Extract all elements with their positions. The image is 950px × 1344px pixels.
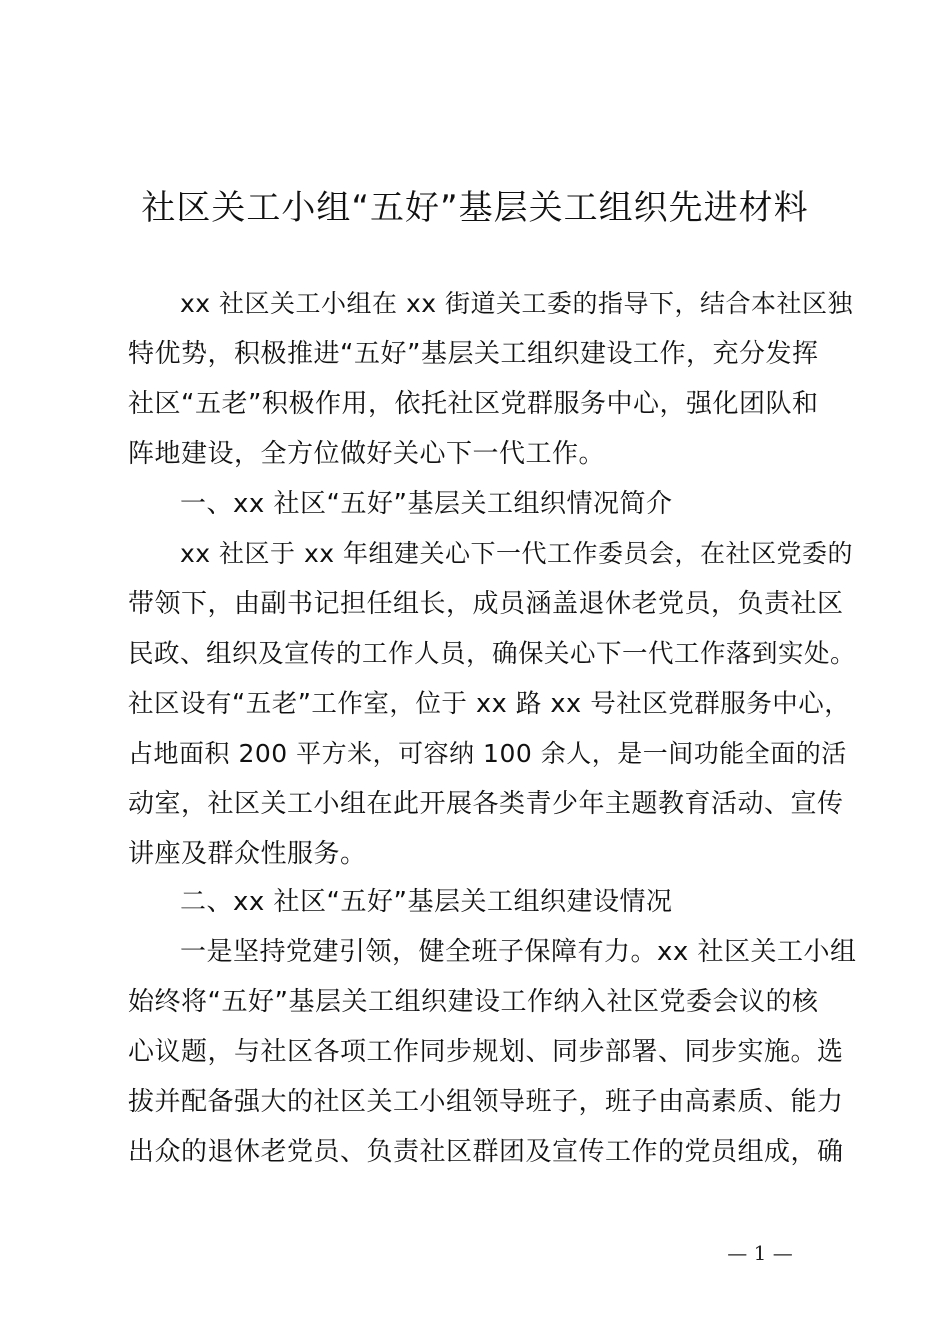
page-number: — 1 —	[727, 1241, 793, 1265]
body-line: xx 社区关工小组在 xx 街道关工委的指导下，结合本社区独	[180, 289, 854, 318]
body-line: 特优势，积极推进“五好”基层关工组织建设工作，充分发挥	[128, 339, 819, 369]
section-heading: 一、xx 社区“五好”基层关工组织情况简介	[180, 489, 673, 519]
body-line: 一是坚持党建引领，健全班子保障有力。xx 社区关工小组	[180, 937, 857, 967]
body-line: 拔并配备强大的社区关工小组领导班子，班子由高素质、能力	[128, 1087, 844, 1117]
body-line: 讲座及群众性服务。	[128, 839, 367, 869]
body-line: 社区设有“五老”工作室，位于 xx 路 xx 号社区党群服务中心，	[128, 689, 851, 719]
body-line: 占地面积 200 平方米，可容纳 100 余人，是一间功能全面的活	[128, 739, 847, 768]
body-line: 动室，社区关工小组在此开展各类青少年主题教育活动、宣传	[128, 789, 844, 819]
section-heading: 二、xx 社区“五好”基层关工组织建设情况	[180, 887, 673, 917]
body-line: 带领下，由副书记担任组长，成员涵盖退休老党员，负责社区	[128, 589, 844, 619]
document-title: 社区关工小组“五好”基层关工组织先进材料	[141, 188, 809, 228]
body-line: 社区“五老”积极作用，依托社区党群服务中心，强化团队和	[128, 389, 819, 419]
body-line: 阵地建设，全方位做好关心下一代工作。	[128, 439, 606, 469]
body-line: 始终将“五好”基层关工组织建设工作纳入社区党委会议的核	[128, 987, 819, 1017]
body-line: 出众的退休老党员、负责社区群团及宣传工作的党员组成，确	[128, 1137, 844, 1167]
body-line: xx 社区于 xx 年组建关心下一代工作委员会，在社区党委的	[180, 539, 854, 568]
body-line: 心议题，与社区各项工作同步规划、同步部署、同步实施。选	[128, 1037, 844, 1067]
body-line: 民政、组织及宣传的工作人员，确保关心下一代工作落到实处。	[128, 639, 857, 669]
